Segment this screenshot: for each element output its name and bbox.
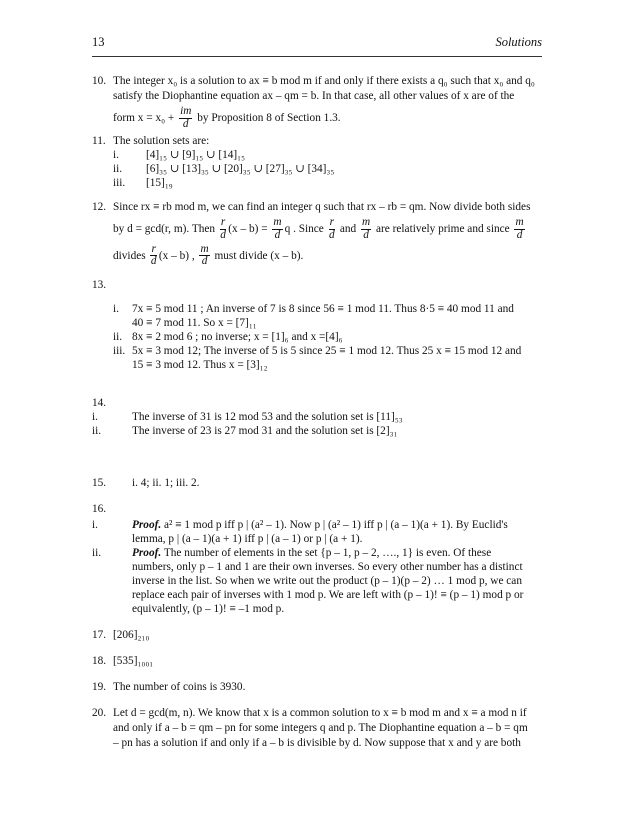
problem-number: 11.	[92, 135, 106, 147]
problem-number: 17.	[92, 629, 107, 641]
p10-ref: by Proposition 8 of Section 1.3.	[197, 111, 341, 124]
problem-19	[92, 680, 542, 696]
p11-intro: The solution sets are:	[113, 135, 210, 147]
p12-line-3: divides $\frac{r}{d}$ (x – b) , $\frac{m}{d}$ must divide (x – b).	[113, 242, 304, 268]
p12-line-1: Since rx ≡ rb mod m, we can find an integer q such that rx – rb = qm. Now divide both sides	[113, 201, 531, 213]
p19-answer: The number of coins is 3930.	[113, 681, 246, 693]
problem-20	[92, 706, 542, 756]
header-rule	[92, 56, 542, 57]
proof-label: Proof.	[132, 519, 162, 531]
problem-number: 10.	[92, 75, 107, 87]
fraction-im-over-d: $\frac{im}{d}$	[180, 104, 192, 130]
problem-number: 20.	[92, 707, 107, 719]
problem-number: 18.	[92, 655, 107, 667]
problem-number: 14.	[92, 397, 107, 409]
problem-15	[92, 476, 542, 492]
p20-line-3: – pn has a solution if and only if a – b is divisible by d. Now suppose that x and y are both	[113, 736, 521, 749]
problem-number: 13.	[92, 279, 107, 291]
p20-line-2: and only if a – b = qm – pn for some integers q and p. The Diophantine equation a – b = qm	[113, 721, 528, 734]
p10-form: form x = x₀ +	[113, 111, 175, 124]
p12-line-2: by d = gcd(r, m). Then $\frac{r}{d}$ (x – b) = $\frac{m}{d}$ q . Since $\frac{r}{d}$ and $\frac{m}{d}$ are relatively prime and since $\frac{m}{d}$	[113, 215, 524, 241]
problem-12	[92, 200, 542, 280]
proof-label: Proof.	[132, 547, 162, 559]
problem-11: 11. The solution sets are: i. [4]₁₅ ∪ [9]₁₅ ∪ [14]₁₅ ii. [6]₃₅ ∪ [13]₃₅ ∪ [20]₃₅ ∪ [27]₃₅ ∪ [34]₃₅ iii. [15]₁₉	[92, 134, 542, 194]
problem-10	[92, 74, 542, 134]
problem-18	[92, 654, 542, 670]
problem-number: 12.	[92, 201, 107, 213]
problem-16: 16. i. Proof. a² ≡ 1 mod p iff p | (a² – 1). Now p | (a² – 1) iff p | (a – 1)(a + 1). By Euclid's lemma, p | (a – 1)(a + 1) iff p | (a – 1) or p | (a + 1). ii. Proof. The number of elements in the set {p – 1, p – 2, …., 1} is even. Of these numbers, only p – 1 and 1 are their own inverses. So every other number has a distinct inverse in the list. So when we write out the product (p – 1)(p – 2) … 1 mod p, we can replace each pair of inverses with 1 mod p. We are left with (p – 1)! ≡ (p – 1) mod p or equivalently, (p – 1)! ≡ –1 mod p.	[92, 503, 524, 615]
problem-14: 14. i. The inverse of 31 is 12 mod 53 and the solution set is [11]₅₃ ii. The inverse of 23 is 27 mod 31 and the solution set is [2]₃₁	[92, 397, 403, 437]
problem-number: 19.	[92, 681, 107, 693]
p20-line-1: Let d = gcd(m, n). We know that x is a common solution to x ≡ b mod m and x ≡ a mod n if	[113, 707, 527, 719]
p10-line-2: satisfy the Diophantine equation ax – qm = b. In that case, all other values of x are of the	[113, 89, 515, 102]
p10-line-3	[113, 106, 543, 131]
page-number: 13	[92, 35, 105, 49]
problem-13: 13. i. 7x ≡ 5 mod 11 ; An inverse of 7 is 8 since 56 ≡ 1 mod 11. Thus 8·5 ≡ 40 mod 11 and 40 ≡ 7 mod 11. So x = [7]₁₁ ii. 8x ≡ 2 mod 6 ; no inverse; x = [1]₆ and x =[4]₆ iii. 5x ≡ 3 mod 12; The inverse of 5 is 5 since 25 ≡ 1 mod 12. Thus 25 x ≡ 15 mod 12 and 15 ≡ 3 mod 12. Thus x = [3]₁₂	[92, 279, 522, 371]
p15-answers: i. 4; ii. 1; iii. 2.	[132, 477, 200, 489]
problem-number: 15.	[92, 477, 107, 489]
p17-answer: [206]₂₁₀	[113, 629, 150, 641]
problem-number: 16.	[92, 503, 107, 515]
running-title: Solutions	[495, 35, 542, 49]
p10-line-1: The integer x₀ is a solution to ax ≡ b mod m if and only if there exists a q₀ such that x₀ and q₀	[113, 75, 535, 87]
p18-answer: [535]₁₀₀₁	[113, 655, 154, 667]
problem-17	[92, 628, 542, 644]
